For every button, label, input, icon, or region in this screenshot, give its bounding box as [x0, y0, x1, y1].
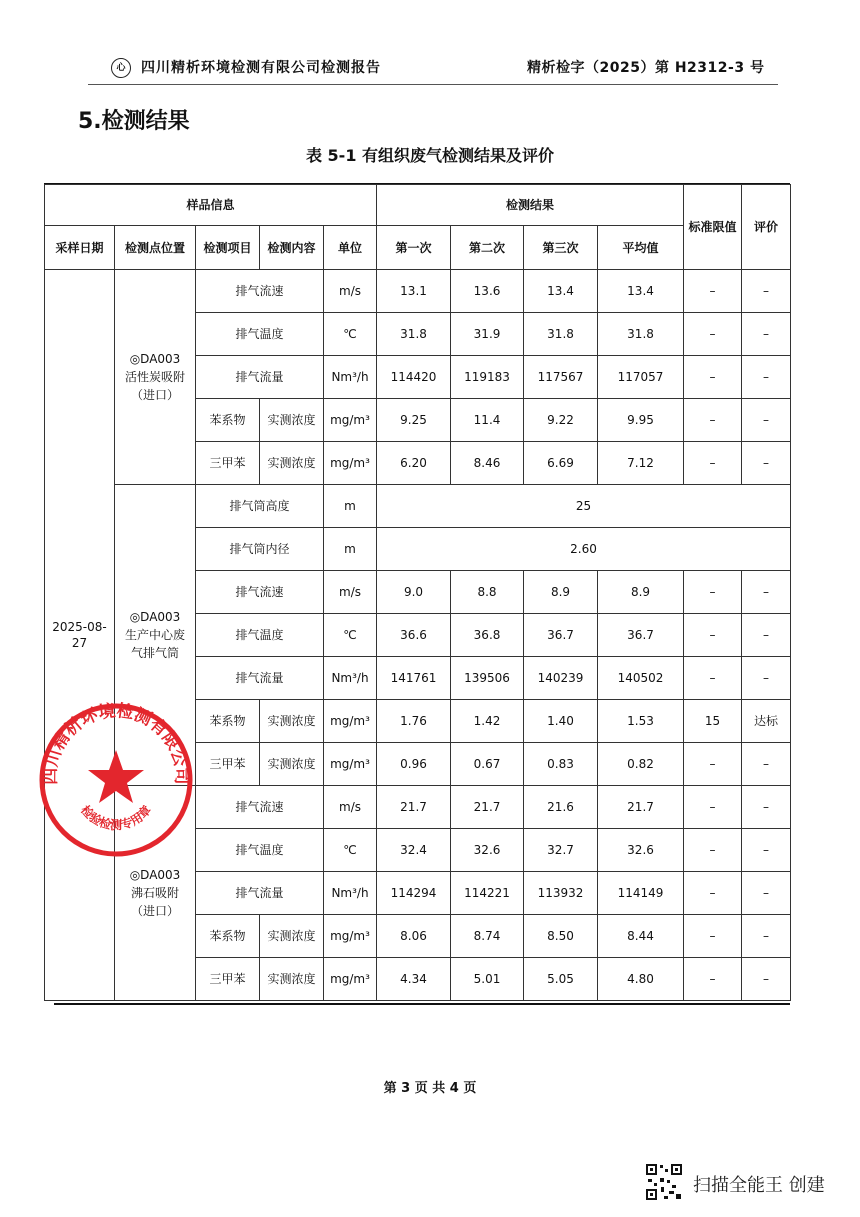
value-cell: 1.40	[524, 700, 598, 743]
unit-cell: ℃	[324, 829, 377, 872]
value-cell: 8.8	[451, 571, 524, 614]
item-cell: 排气温度	[196, 313, 324, 356]
unit-cell: mg/m³	[324, 442, 377, 485]
standard-cell: –	[684, 872, 742, 915]
table-title: 表 5-1 有组织废气检测结果及评价	[305, 146, 555, 165]
standard-cell: –	[684, 356, 742, 399]
item-cell: 苯系物	[196, 399, 260, 442]
document-number: 精析检字（2025）第 H2312-3 号	[527, 60, 765, 76]
item-cell: 三甲苯	[196, 442, 260, 485]
value-cell: 140502	[598, 657, 684, 700]
unit-cell: m	[324, 485, 377, 528]
unit-cell: ℃	[324, 614, 377, 657]
item-cell: 排气流速	[196, 270, 324, 313]
value-cell: 114294	[377, 872, 451, 915]
standard-cell: –	[684, 399, 742, 442]
value-cell: 9.22	[524, 399, 598, 442]
col-evaluation: 评价	[742, 185, 791, 270]
value-cell: 114149	[598, 872, 684, 915]
value-cell: 21.7	[598, 786, 684, 829]
value-cell: 36.8	[451, 614, 524, 657]
value-cell: 5.05	[524, 958, 598, 1001]
value-cell: 0.82	[598, 743, 684, 786]
standard-cell: 15	[684, 700, 742, 743]
content-cell: 实测浓度	[260, 915, 324, 958]
col-round-1: 第一次	[377, 226, 451, 270]
value-cell: 13.4	[524, 270, 598, 313]
value-cell: 0.96	[377, 743, 451, 786]
eval-cell: –	[742, 872, 791, 915]
value-cell: 0.83	[524, 743, 598, 786]
content-cell: 实测浓度	[260, 399, 324, 442]
value-cell: 13.1	[377, 270, 451, 313]
table-row	[45, 270, 791, 313]
value-cell: 117567	[524, 356, 598, 399]
eval-cell: –	[742, 915, 791, 958]
value-cell: 7.12	[598, 442, 684, 485]
value-cell: 6.20	[377, 442, 451, 485]
qr-code-icon	[645, 1163, 683, 1201]
col-unit: 单位	[324, 226, 377, 270]
item-cell: 苯系物	[196, 915, 260, 958]
unit-cell: mg/m³	[324, 915, 377, 958]
value-cell: 9.25	[377, 399, 451, 442]
standard-cell: –	[684, 915, 742, 958]
location-line: （进口）	[130, 388, 179, 402]
value-cell: 32.4	[377, 829, 451, 872]
value-cell: 139506	[451, 657, 524, 700]
value-cell: 36.6	[377, 614, 451, 657]
location-line: ◎DA003	[129, 610, 181, 624]
item-cell: 排气流量	[196, 872, 324, 915]
item-cell: 排气筒高度	[196, 485, 324, 528]
col-location: 检测点位置	[115, 226, 196, 270]
results-table	[44, 184, 791, 1001]
header-rule	[88, 84, 778, 85]
eval-cell: –	[742, 442, 791, 485]
location-cell	[115, 270, 196, 485]
unit-cell: Nm³/h	[324, 356, 377, 399]
unit-cell: m/s	[324, 270, 377, 313]
value-cell: 32.6	[451, 829, 524, 872]
item-cell: 苯系物	[196, 700, 260, 743]
location-line: 气排气筒	[130, 646, 179, 660]
value-cell: 31.8	[377, 313, 451, 356]
item-cell: 排气温度	[196, 829, 324, 872]
value-cell: 140239	[524, 657, 598, 700]
value-cell: 8.9	[598, 571, 684, 614]
value-cell: 119183	[451, 356, 524, 399]
item-cell: 排气筒内径	[196, 528, 324, 571]
standard-cell: –	[684, 270, 742, 313]
standard-cell: –	[684, 657, 742, 700]
col-standard-limit: 标准限值	[684, 185, 742, 270]
page-header	[0, 0, 860, 90]
location-line: ◎DA003	[129, 352, 181, 366]
value-cell: 1.53	[598, 700, 684, 743]
eval-cell: –	[742, 571, 791, 614]
unit-cell: mg/m³	[324, 399, 377, 442]
value-cell: 9.95	[598, 399, 684, 442]
col-average: 平均值	[598, 226, 684, 270]
value-cell: 13.6	[451, 270, 524, 313]
table-bottom-rule	[54, 1003, 790, 1005]
value-cell: 9.0	[377, 571, 451, 614]
location-line: 沸石吸附	[130, 886, 179, 900]
value-cell: 4.80	[598, 958, 684, 1001]
value-cell: 1.42	[451, 700, 524, 743]
col-sample-date: 采样日期	[45, 226, 115, 270]
seal-inner-text: 检验检测专用章	[77, 802, 155, 833]
location-line: （进口）	[130, 904, 179, 918]
content-cell: 实测浓度	[260, 700, 324, 743]
scanner-watermark: 扫描全能王 创建	[693, 1175, 825, 1196]
value-cell: 21.7	[451, 786, 524, 829]
page-footer: 第 3 页 共 4 页	[383, 1081, 477, 1096]
value-cell: 21.6	[524, 786, 598, 829]
eval-cell: –	[742, 399, 791, 442]
unit-cell: ℃	[324, 313, 377, 356]
item-cell: 排气温度	[196, 614, 324, 657]
unit-cell: Nm³/h	[324, 872, 377, 915]
standard-cell: –	[684, 786, 742, 829]
location-line: 生产中心废	[124, 628, 185, 642]
value-cell: 141761	[377, 657, 451, 700]
table-row	[45, 786, 791, 829]
seal-outer-text: 四川精析环境检测有限公司	[40, 701, 192, 785]
item-cell: 排气流量	[196, 356, 324, 399]
value-cell: 21.7	[377, 786, 451, 829]
value-cell: 114420	[377, 356, 451, 399]
value-cell: 8.46	[451, 442, 524, 485]
value-cell: 36.7	[524, 614, 598, 657]
standard-cell: –	[684, 442, 742, 485]
col-item: 检测项目	[196, 226, 260, 270]
company-name: 四川精析环境检测有限公司检测报告	[141, 60, 381, 76]
eval-cell: 达标	[742, 700, 791, 743]
standard-cell: –	[684, 313, 742, 356]
item-cell: 排气流速	[196, 786, 324, 829]
value-cell: 13.4	[598, 270, 684, 313]
table-row	[45, 485, 791, 528]
eval-cell: –	[742, 786, 791, 829]
stack-value-cell: 25	[377, 485, 791, 528]
standard-cell: –	[684, 571, 742, 614]
eval-cell: –	[742, 958, 791, 1001]
unit-cell: mg/m³	[324, 700, 377, 743]
eval-cell: –	[742, 313, 791, 356]
eval-cell: –	[742, 270, 791, 313]
value-cell: 114221	[451, 872, 524, 915]
value-cell: 8.44	[598, 915, 684, 958]
eval-cell: –	[742, 743, 791, 786]
standard-cell: –	[684, 829, 742, 872]
location-cell	[115, 485, 196, 786]
value-cell: 32.7	[524, 829, 598, 872]
item-cell: 三甲苯	[196, 743, 260, 786]
standard-cell: –	[684, 743, 742, 786]
location-line: 活性炭吸附	[124, 370, 185, 384]
unit-cell: mg/m³	[324, 743, 377, 786]
standard-cell: –	[684, 958, 742, 1001]
value-cell: 8.06	[377, 915, 451, 958]
stack-value-cell: 2.60	[377, 528, 791, 571]
company-logo: 心	[111, 58, 131, 78]
group-test-results: 检测结果	[377, 185, 684, 226]
value-cell: 32.6	[598, 829, 684, 872]
value-cell: 4.34	[377, 958, 451, 1001]
group-sample-info: 样品信息	[45, 185, 377, 226]
content-cell: 实测浓度	[260, 743, 324, 786]
unit-cell: mg/m³	[324, 958, 377, 1001]
col-round-2: 第二次	[451, 226, 524, 270]
value-cell: 5.01	[451, 958, 524, 1001]
value-cell: 31.8	[524, 313, 598, 356]
location-line: ◎DA003	[129, 868, 181, 882]
col-content: 检测内容	[260, 226, 324, 270]
eval-cell: –	[742, 356, 791, 399]
value-cell: 6.69	[524, 442, 598, 485]
value-cell: 117057	[598, 356, 684, 399]
item-cell: 排气流量	[196, 657, 324, 700]
eval-cell: –	[742, 614, 791, 657]
value-cell: 0.67	[451, 743, 524, 786]
value-cell: 31.9	[451, 313, 524, 356]
value-cell: 8.9	[524, 571, 598, 614]
value-cell: 113932	[524, 872, 598, 915]
sample-date-cell: 2025-08-27	[45, 270, 115, 1001]
eval-cell: –	[742, 829, 791, 872]
unit-cell: Nm³/h	[324, 657, 377, 700]
eval-cell: –	[742, 657, 791, 700]
unit-cell: m/s	[324, 571, 377, 614]
value-cell: 8.50	[524, 915, 598, 958]
standard-cell: –	[684, 614, 742, 657]
location-cell	[115, 786, 196, 1001]
value-cell: 1.76	[377, 700, 451, 743]
content-cell: 实测浓度	[260, 442, 324, 485]
value-cell: 11.4	[451, 399, 524, 442]
item-cell: 三甲苯	[196, 958, 260, 1001]
unit-cell: m/s	[324, 786, 377, 829]
value-cell: 31.8	[598, 313, 684, 356]
col-round-3: 第三次	[524, 226, 598, 270]
unit-cell: m	[324, 528, 377, 571]
item-cell: 排气流速	[196, 571, 324, 614]
value-cell: 8.74	[451, 915, 524, 958]
value-cell: 36.7	[598, 614, 684, 657]
content-cell: 实测浓度	[260, 958, 324, 1001]
section-title: 5.检测结果	[78, 109, 190, 134]
